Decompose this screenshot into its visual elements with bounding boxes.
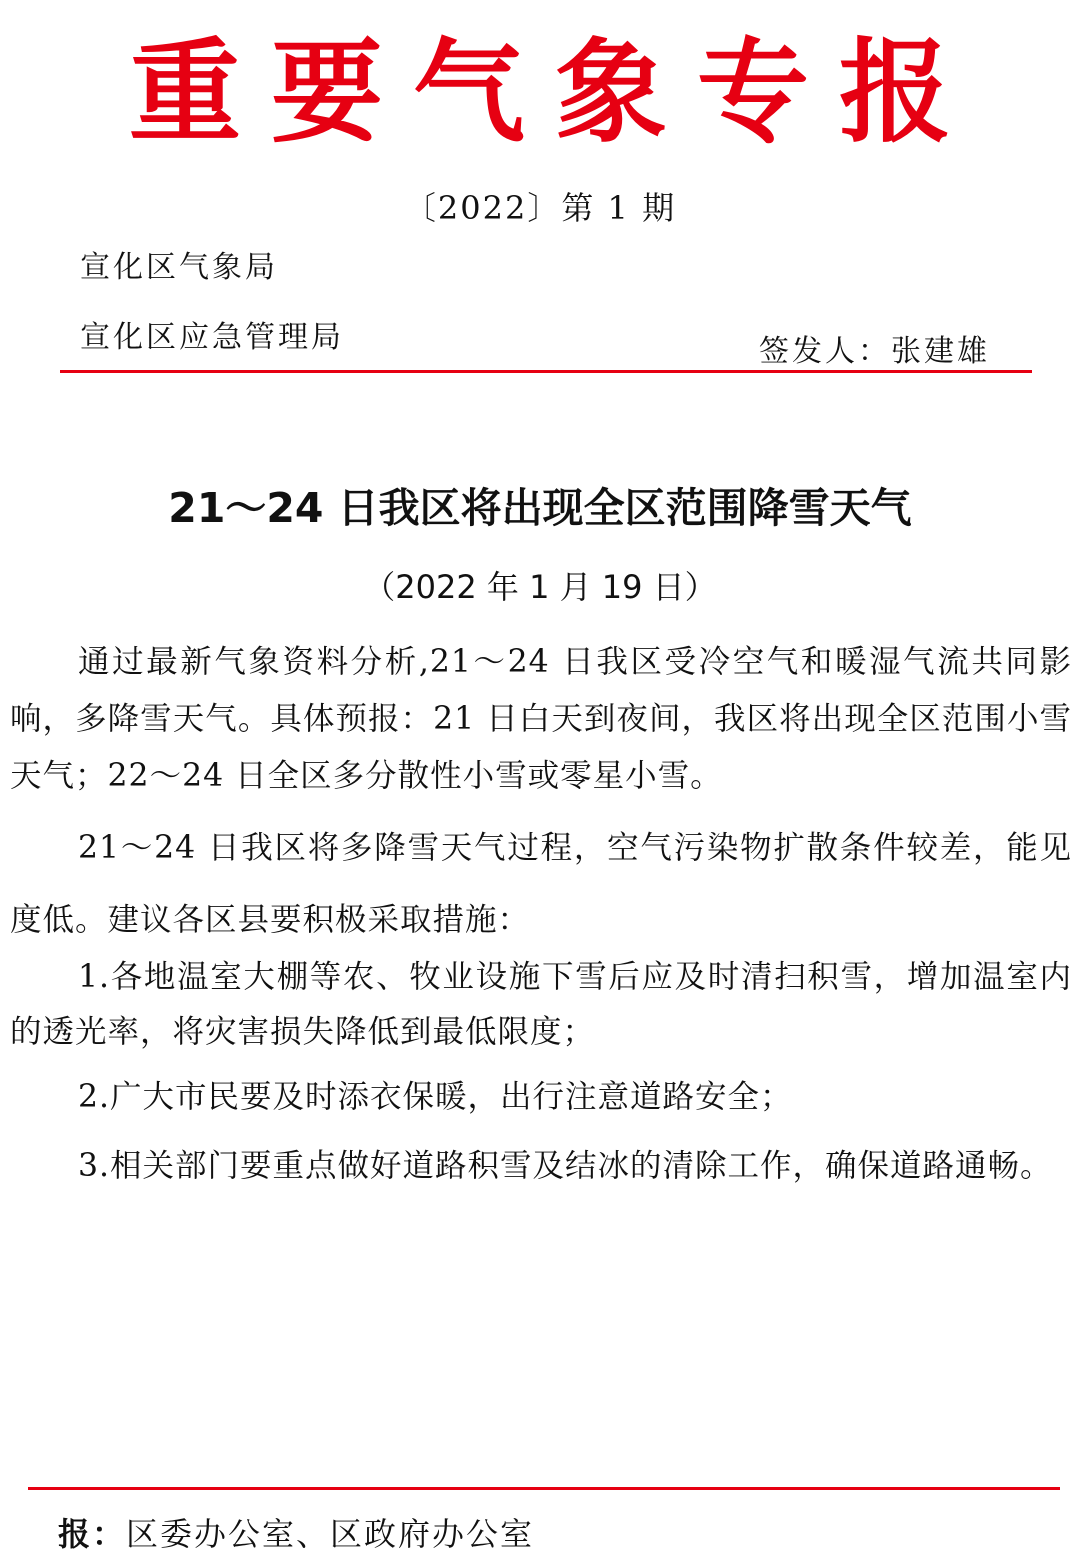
paragraph-forecast: 通过最新气象资料分析,21～24 日我区受冷空气和暖湿气流共同影响，多降雪天气。具体预报：21 日白天到夜间，我区将出现全区范围小雪天气；22～24 日全区多分散性小雪或零星小雪。 — [10, 644, 1072, 794]
issuer-emergency-bureau: 宣化区应急管理局 — [80, 320, 344, 355]
paragraph-measure-1: 1.各地温室大棚等农、牧业设施下雪后应及时清扫积雪，增加温室内的透光率，将灾害损失降低到最低限度； — [10, 959, 1072, 1050]
paragraph-measure-3: 3.相关部门要重点做好道路积雪及结冰的清除工作，确保道路通畅。 — [78, 1148, 1053, 1184]
header-divider — [60, 370, 1032, 373]
masthead-title: 重要气象专报 — [129, 28, 981, 158]
issuer-meteorological-bureau: 宣化区气象局 — [80, 250, 278, 285]
footer-recipient-list: 区委办公室、区政府办公室 — [126, 1515, 535, 1553]
article-title: 21～24 日我区将出现全区范围降雪天气 — [168, 484, 912, 532]
issue-number: 〔2022〕第 1 期 — [403, 189, 677, 227]
paragraph-impact: 21～24 日我区将多降雪天气过程，空气污染物扩散条件较差，能见度低。建议各区县要积极采取措施： — [10, 830, 1072, 938]
footer-recipients — [58, 1512, 534, 1556]
paragraph-measure-2: 2.广大市民要及时添衣保暖，出行注意道路安全； — [78, 1079, 793, 1115]
signer: 签发人：张建雄 — [759, 334, 990, 369]
footer-label: 报： — [58, 1515, 127, 1553]
article-date: （2022 年 1 月 19 日） — [363, 568, 717, 606]
footer-divider — [28, 1487, 1060, 1490]
